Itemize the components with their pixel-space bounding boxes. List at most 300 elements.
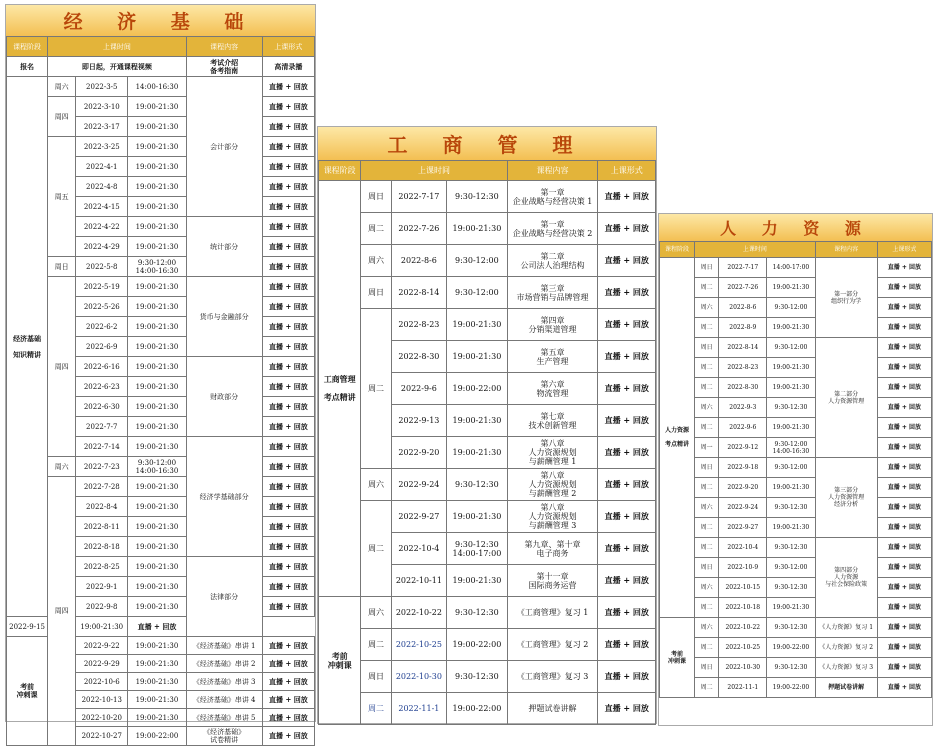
format-cell: 直播 + 回放: [262, 655, 314, 673]
header-content: 课程内容: [507, 161, 598, 181]
day-cell: 周二: [361, 309, 391, 469]
hr-table: [659, 241, 932, 698]
date-cell: 2022-8-6: [719, 298, 767, 318]
date-cell: 2022-8-14: [391, 277, 446, 309]
day-cell: 周六: [695, 498, 719, 518]
time-cell: 19:00-21:30: [128, 377, 186, 397]
review-cell: 《经济基础》串讲 5: [186, 709, 262, 727]
part-4: 第四部分 人力资源 与社会保险政策: [815, 538, 877, 618]
date-cell: 2022-11-1: [719, 678, 767, 698]
signup-stage: 报名: [7, 57, 48, 77]
time-cell: 19:00-21:30: [128, 637, 186, 655]
date-cell: 2022-9-15: [7, 617, 48, 637]
format-cell: 直播 + 回放: [262, 517, 314, 537]
topic-statistics: 统计部分: [186, 217, 262, 277]
day-cell: 周二: [695, 358, 719, 378]
date-cell: 2022-5-8: [76, 257, 128, 277]
date-cell: 2022-7-14: [76, 437, 128, 457]
business-table: [318, 160, 656, 725]
date-cell: 2022-6-2: [76, 317, 128, 337]
day-cell: 周日: [695, 338, 719, 358]
format-cell: 直播 + 回放: [262, 197, 314, 217]
date-cell: 2022-9-18: [719, 458, 767, 478]
date-cell: 2022-10-20: [76, 709, 128, 727]
time-cell: 9:30-12:30: [767, 398, 815, 418]
topic-law: 法律部分: [186, 557, 262, 637]
time-cell: 19:00-21:30: [128, 691, 186, 709]
time-cell: 19:00-21:30: [128, 297, 186, 317]
format-cell: 直播 + 回放: [877, 518, 931, 538]
format-cell: 直播 + 回放: [877, 658, 931, 678]
format-cell: 直播 + 回放: [598, 373, 656, 405]
date-cell: 2022-8-9: [719, 318, 767, 338]
format-cell: 直播 + 回放: [598, 181, 656, 213]
time-cell: 19:00-21:30: [447, 213, 508, 245]
review-cell: 《经济基础》 试卷精讲: [186, 727, 262, 746]
date-cell: 2022-9-6: [391, 373, 446, 405]
header-stage: 课程阶段: [7, 37, 48, 57]
review-cell: 《经济基础》串讲 3: [186, 673, 262, 691]
date-cell: 2022-4-1: [76, 157, 128, 177]
time-cell: 19:00-21:30: [128, 577, 186, 597]
date-cell: 2022-5-26: [76, 297, 128, 317]
day-cell: 周六: [695, 398, 719, 418]
format-cell: 直播 + 回放: [598, 469, 656, 501]
date-cell: 2022-9-27: [391, 501, 446, 533]
format-cell: 直播 + 回放: [598, 341, 656, 373]
format-cell: 直播 + 回放: [128, 617, 186, 637]
content-cell: 《工商管理》复习 2: [507, 629, 598, 661]
format-cell: 直播 + 回放: [598, 565, 656, 597]
format-cell: 直播 + 回放: [262, 437, 314, 457]
time-cell: 14:00-17:00: [767, 258, 815, 278]
time-cell: 19:00-21:30: [128, 673, 186, 691]
day-cell: 周日: [695, 458, 719, 478]
format-cell: 直播 + 回放: [877, 618, 931, 638]
date-cell: 2022-7-17: [391, 181, 446, 213]
date-cell: 2022-9-24: [719, 498, 767, 518]
review-cell: 《经济基础》串讲 2: [186, 655, 262, 673]
format-cell: 直播 + 回放: [262, 417, 314, 437]
economics-title: 经 济 基 础: [6, 5, 315, 36]
time-cell: 19:00-21:30: [128, 157, 186, 177]
date-cell: 2022-4-29: [76, 237, 128, 257]
format-cell: 直播 + 回放: [262, 557, 314, 577]
time-cell: 9:30-12:30: [447, 661, 508, 693]
time-cell: 19:00-21:30: [447, 565, 508, 597]
format-cell: 直播 + 回放: [598, 693, 656, 725]
format-cell: 直播 + 回放: [262, 457, 314, 477]
format-cell: 直播 + 回放: [877, 538, 931, 558]
date-cell: 2022-6-16: [76, 357, 128, 377]
day-cell: 周五: [48, 137, 76, 257]
header-format: 上课形式: [877, 242, 931, 258]
stage-sprint: 考前 冲刺课: [7, 637, 48, 746]
content-cell: 《工商管理》复习 3: [507, 661, 598, 693]
format-cell: 直播 + 回放: [598, 405, 656, 437]
format-cell: 直播 + 回放: [877, 558, 931, 578]
signup-time: 即日起，开通课程视频: [48, 57, 186, 77]
date-cell: 2022-10-30: [391, 661, 446, 693]
time-cell: 19:00-21:30: [767, 518, 815, 538]
time-cell: 19:00-22:00: [447, 693, 508, 725]
date-cell: 2022-3-10: [76, 97, 128, 117]
time-cell: 19:00-21:30: [128, 217, 186, 237]
format-cell: 直播 + 回放: [262, 177, 314, 197]
format-cell: 直播 + 回放: [262, 337, 314, 357]
day-cell: 周二: [695, 538, 719, 558]
date-cell: 2022-9-13: [391, 405, 446, 437]
day-cell: 周四: [48, 477, 76, 746]
time-cell: 19:00-21:30: [128, 397, 186, 417]
economics-schedule: [5, 4, 316, 744]
date-cell: 2022-9-1: [76, 577, 128, 597]
stage-knowledge: 人力资源 考点精讲: [660, 258, 695, 618]
day-cell: 周二: [695, 598, 719, 618]
format-cell: 直播 + 回放: [262, 277, 314, 297]
date-cell: 2022-8-6: [391, 245, 446, 277]
date-cell: 2022-10-11: [391, 565, 446, 597]
topic-money: 货币与金融部分: [186, 277, 262, 357]
date-cell: 2022-8-30: [719, 378, 767, 398]
day-cell: 周六: [48, 77, 76, 97]
time-cell: 19:00-21:30: [767, 378, 815, 398]
day-cell: 周六: [695, 578, 719, 598]
time-cell: 19:00-22:00: [767, 678, 815, 698]
day-cell: 周日: [48, 257, 76, 277]
header-time: 上课时间: [361, 161, 507, 181]
day-cell: 周六: [361, 597, 391, 629]
part-1: 第一部分 组织行为学: [815, 258, 877, 338]
format-cell: 直播 + 回放: [598, 629, 656, 661]
header-time: 上课时间: [48, 37, 186, 57]
format-cell: 直播 + 回放: [877, 478, 931, 498]
time-cell: 19:00-21:30: [447, 405, 508, 437]
format-cell: 直播 + 回放: [598, 501, 656, 533]
signup-format: 高清录播: [262, 57, 314, 77]
header-format: 上课形式: [598, 161, 656, 181]
hr-schedule: [658, 213, 933, 726]
time-cell: 9:30-12:00: [767, 458, 815, 478]
format-cell: 直播 + 回放: [598, 277, 656, 309]
header-stage: 课程阶段: [319, 161, 361, 181]
time-cell: 19:00-22:00: [128, 727, 186, 746]
content-cell: 第二章 公司法人治理结构: [507, 245, 598, 277]
content-cell: 第五章 生产管理: [507, 341, 598, 373]
stage-knowledge: 经济基础 知识精讲: [7, 77, 48, 617]
time-cell: 19:00-21:30: [767, 278, 815, 298]
format-cell: 直播 + 回放: [262, 117, 314, 137]
format-cell: 直播 + 回放: [262, 727, 314, 746]
format-cell: 直播 + 回放: [877, 498, 931, 518]
time-cell: 19:00-21:30: [128, 117, 186, 137]
format-cell: 直播 + 回放: [262, 673, 314, 691]
day-cell: 周二: [695, 518, 719, 538]
day-cell: 周二: [695, 318, 719, 338]
content-cell: 第一章 企业战略与经营决策 2: [507, 213, 598, 245]
day-cell: 周一: [695, 438, 719, 458]
header-time: 上课时间: [695, 242, 815, 258]
date-cell: 2022-7-28: [76, 477, 128, 497]
format-cell: 直播 + 回放: [262, 709, 314, 727]
date-cell: 2022-9-20: [719, 478, 767, 498]
format-cell: 直播 + 回放: [877, 338, 931, 358]
date-cell: 2022-11-1: [391, 693, 446, 725]
date-cell: 2022-7-26: [719, 278, 767, 298]
format-cell: 直播 + 回放: [262, 397, 314, 417]
time-cell: 19:00-21:30: [767, 358, 815, 378]
day-cell: 周六: [695, 618, 719, 638]
date-cell: 2022-3-25: [76, 137, 128, 157]
stage-sprint: 考前 冲刺课: [319, 597, 361, 725]
format-cell: 直播 + 回放: [877, 638, 931, 658]
format-cell: 直播 + 回放: [598, 533, 656, 565]
header-content: 课程内容: [815, 242, 877, 258]
content-cell: 第十一章 国际商务运营: [507, 565, 598, 597]
time-cell: 19:00-21:30: [128, 417, 186, 437]
time-cell: 19:00-21:30: [128, 537, 186, 557]
review-cell: 押题试卷讲解: [815, 678, 877, 698]
content-cell: 第七章 技术创新管理: [507, 405, 598, 437]
format-cell: 直播 + 回放: [877, 578, 931, 598]
date-cell: 2022-10-25: [719, 638, 767, 658]
format-cell: 直播 + 回放: [262, 691, 314, 709]
date-cell: 2022-5-19: [76, 277, 128, 297]
format-cell: 直播 + 回放: [262, 477, 314, 497]
time-cell: 9:30-12:30: [767, 498, 815, 518]
time-cell: 19:00-22:00: [447, 629, 508, 661]
date-cell: 2022-9-29: [76, 655, 128, 673]
date-cell: 2022-6-30: [76, 397, 128, 417]
date-cell: 2022-8-18: [76, 537, 128, 557]
time-cell: 19:00-21:30: [128, 97, 186, 117]
time-cell: 9:30-12:30: [767, 658, 815, 678]
content-cell: 第八章 人力资源规划 与薪酬管理 1: [507, 437, 598, 469]
format-cell: 直播 + 回放: [877, 678, 931, 698]
format-cell: 直播 + 回放: [262, 317, 314, 337]
content-cell: 第八章 人力资源规划 与薪酬管理 2: [507, 469, 598, 501]
time-cell: 9:30-12:30: [447, 181, 508, 213]
format-cell: 直播 + 回放: [598, 213, 656, 245]
time-cell: 19:00-21:30: [128, 497, 186, 517]
review-cell: 《人力资源》复习 3: [815, 658, 877, 678]
date-cell: 2022-8-25: [76, 557, 128, 577]
day-cell: 周日: [695, 258, 719, 278]
time-cell: 9:30-12:00: [447, 245, 508, 277]
review-cell: 《人力资源》复习 2: [815, 638, 877, 658]
format-cell: 直播 + 回放: [877, 438, 931, 458]
time-cell: 9:30-12:00: [447, 277, 508, 309]
format-cell: 直播 + 回放: [877, 298, 931, 318]
format-cell: 直播 + 回放: [262, 137, 314, 157]
format-cell: 直播 + 回放: [877, 378, 931, 398]
time-cell: 9:30-12:00: [767, 298, 815, 318]
header-stage: 课程阶段: [660, 242, 695, 258]
time-cell: 9:30-12:30 14:00-17:00: [447, 533, 508, 565]
date-cell: 2022-10-6: [76, 673, 128, 691]
content-cell: 《工商管理》复习 1: [507, 597, 598, 629]
time-cell: 19:00-21:30: [128, 477, 186, 497]
time-cell: 14:00-16:30: [128, 77, 186, 97]
time-cell: 19:00-21:30: [128, 357, 186, 377]
time-cell: 19:00-21:30: [128, 709, 186, 727]
date-cell: 2022-10-22: [719, 618, 767, 638]
business-title: 工 商 管 理: [318, 127, 656, 160]
time-cell: 9:30-12:00 14:00-16:30: [128, 257, 186, 277]
day-cell: 周二: [695, 678, 719, 698]
format-cell: 直播 + 回放: [877, 358, 931, 378]
time-cell: 19:00-21:30: [447, 501, 508, 533]
date-cell: 2022-9-24: [391, 469, 446, 501]
day-cell: 周二: [695, 478, 719, 498]
header-format: 上课形式: [262, 37, 314, 57]
day-cell: 周日: [695, 658, 719, 678]
date-cell: 2022-4-15: [76, 197, 128, 217]
format-cell: 直播 + 回放: [262, 257, 314, 277]
date-cell: 2022-10-15: [719, 578, 767, 598]
format-cell: 直播 + 回放: [262, 497, 314, 517]
date-cell: 2022-4-22: [76, 217, 128, 237]
time-cell: 19:00-21:30: [128, 437, 186, 457]
format-cell: 直播 + 回放: [262, 77, 314, 97]
date-cell: 2022-9-8: [76, 597, 128, 617]
time-cell: 19:00-21:30: [128, 277, 186, 297]
format-cell: 直播 + 回放: [262, 97, 314, 117]
time-cell: 19:00-21:30: [767, 418, 815, 438]
day-cell: 周二: [361, 213, 391, 245]
date-cell: 2022-10-30: [719, 658, 767, 678]
format-cell: 直播 + 回放: [598, 309, 656, 341]
day-cell: 周二: [361, 629, 391, 661]
day-cell: 周二: [361, 693, 391, 725]
content-cell: 第四章 分销渠道管理: [507, 309, 598, 341]
date-cell: 2022-8-23: [391, 309, 446, 341]
review-cell: 《经济基础》串讲 4: [186, 691, 262, 709]
time-cell: 19:00-21:30: [447, 309, 508, 341]
day-cell: 周二: [361, 501, 391, 597]
time-cell: 19:00-21:30: [128, 237, 186, 257]
format-cell: 直播 + 回放: [262, 637, 314, 655]
hr-title: 人 力 资 源: [659, 214, 932, 241]
header-content: 课程内容: [186, 37, 262, 57]
date-cell: 2022-9-6: [719, 418, 767, 438]
time-cell: 19:00-21:30: [767, 478, 815, 498]
format-cell: 直播 + 回放: [262, 357, 314, 377]
date-cell: 2022-9-3: [719, 398, 767, 418]
time-cell: 19:00-21:30: [447, 341, 508, 373]
date-cell: 2022-10-4: [391, 533, 446, 565]
format-cell: 直播 + 回放: [877, 318, 931, 338]
date-cell: 2022-6-9: [76, 337, 128, 357]
day-cell: 周日: [695, 558, 719, 578]
format-cell: 直播 + 回放: [877, 258, 931, 278]
format-cell: 直播 + 回放: [262, 537, 314, 557]
date-cell: 2022-9-22: [76, 637, 128, 655]
format-cell: 直播 + 回放: [598, 661, 656, 693]
topic-accounting: 会计部分: [186, 77, 262, 217]
review-cell: 《经济基础》串讲 1: [186, 637, 262, 655]
signup-content: 考试介绍 备考指南: [186, 57, 262, 77]
content-cell: 第一章 企业战略与经营决策 1: [507, 181, 598, 213]
format-cell: 直播 + 回放: [262, 597, 314, 617]
day-cell: 周二: [695, 418, 719, 438]
date-cell: 2022-7-26: [391, 213, 446, 245]
day-cell: 周二: [695, 278, 719, 298]
business-schedule: [317, 126, 657, 724]
day-cell: 周六: [48, 457, 76, 477]
format-cell: 直播 + 回放: [262, 157, 314, 177]
time-cell: 19:00-21:30: [447, 437, 508, 469]
stage-knowledge: 工商管理 考点精讲: [319, 181, 361, 597]
time-cell: 19:00-21:30: [767, 318, 815, 338]
day-cell: 周四: [48, 277, 76, 457]
topic-econ: 经济学基础部分: [186, 437, 262, 557]
topic-finance: 财政部分: [186, 357, 262, 437]
time-cell: 9:30-12:00 14:00-16:30: [767, 438, 815, 458]
date-cell: 2022-3-5: [76, 77, 128, 97]
format-cell: 直播 + 回放: [877, 398, 931, 418]
format-cell: 直播 + 回放: [262, 377, 314, 397]
review-cell: 《人力资源》复习 1: [815, 618, 877, 638]
date-cell: 2022-10-13: [76, 691, 128, 709]
day-cell: 周六: [695, 298, 719, 318]
date-cell: 2022-9-12: [719, 438, 767, 458]
date-cell: 2022-8-14: [719, 338, 767, 358]
content-cell: 第三章 市场营销与品牌管理: [507, 277, 598, 309]
time-cell: 19:00-21:30: [128, 337, 186, 357]
day-cell: 周日: [361, 181, 391, 213]
format-cell: 直播 + 回放: [598, 245, 656, 277]
date-cell: 2022-7-17: [719, 258, 767, 278]
day-cell: 周二: [695, 378, 719, 398]
format-cell: 直播 + 回放: [262, 297, 314, 317]
time-cell: 9:30-12:00 14:00-16:30: [128, 457, 186, 477]
part-2: 第二部分 人力资源管理: [815, 338, 877, 458]
format-cell: 直播 + 回放: [262, 217, 314, 237]
date-cell: 2022-10-25: [391, 629, 446, 661]
date-cell: 2022-9-20: [391, 437, 446, 469]
time-cell: 19:00-21:30: [128, 317, 186, 337]
content-cell: 第八章 人力资源规划 与薪酬管理 3: [507, 501, 598, 533]
time-cell: 9:30-12:30: [767, 538, 815, 558]
date-cell: 2022-3-17: [76, 117, 128, 137]
date-cell: 2022-4-8: [76, 177, 128, 197]
time-cell: 19:00-22:00: [447, 373, 508, 405]
time-cell: 9:30-12:30: [447, 597, 508, 629]
time-cell: 19:00-21:30: [128, 197, 186, 217]
date-cell: 2022-10-18: [719, 598, 767, 618]
day-cell: 周四: [48, 97, 76, 137]
format-cell: 直播 + 回放: [598, 437, 656, 469]
format-cell: 直播 + 回放: [877, 598, 931, 618]
part-3: 第三部分 人力资源管理 经济分析: [815, 458, 877, 538]
time-cell: 19:00-21:30: [128, 557, 186, 577]
time-cell: 19:00-21:30: [128, 517, 186, 537]
date-cell: 2022-8-23: [719, 358, 767, 378]
time-cell: 19:00-21:30: [76, 617, 128, 637]
date-cell: 2022-7-7: [76, 417, 128, 437]
time-cell: 19:00-21:30: [128, 137, 186, 157]
time-cell: 19:00-21:30: [128, 177, 186, 197]
economics-table: [6, 36, 315, 746]
date-cell: 2022-8-4: [76, 497, 128, 517]
format-cell: 直播 + 回放: [262, 577, 314, 597]
date-cell: 2022-10-22: [391, 597, 446, 629]
format-cell: 直播 + 回放: [262, 237, 314, 257]
date-cell: 2022-10-4: [719, 538, 767, 558]
date-cell: 2022-10-27: [76, 727, 128, 746]
content-cell: 押题试卷讲解: [507, 693, 598, 725]
